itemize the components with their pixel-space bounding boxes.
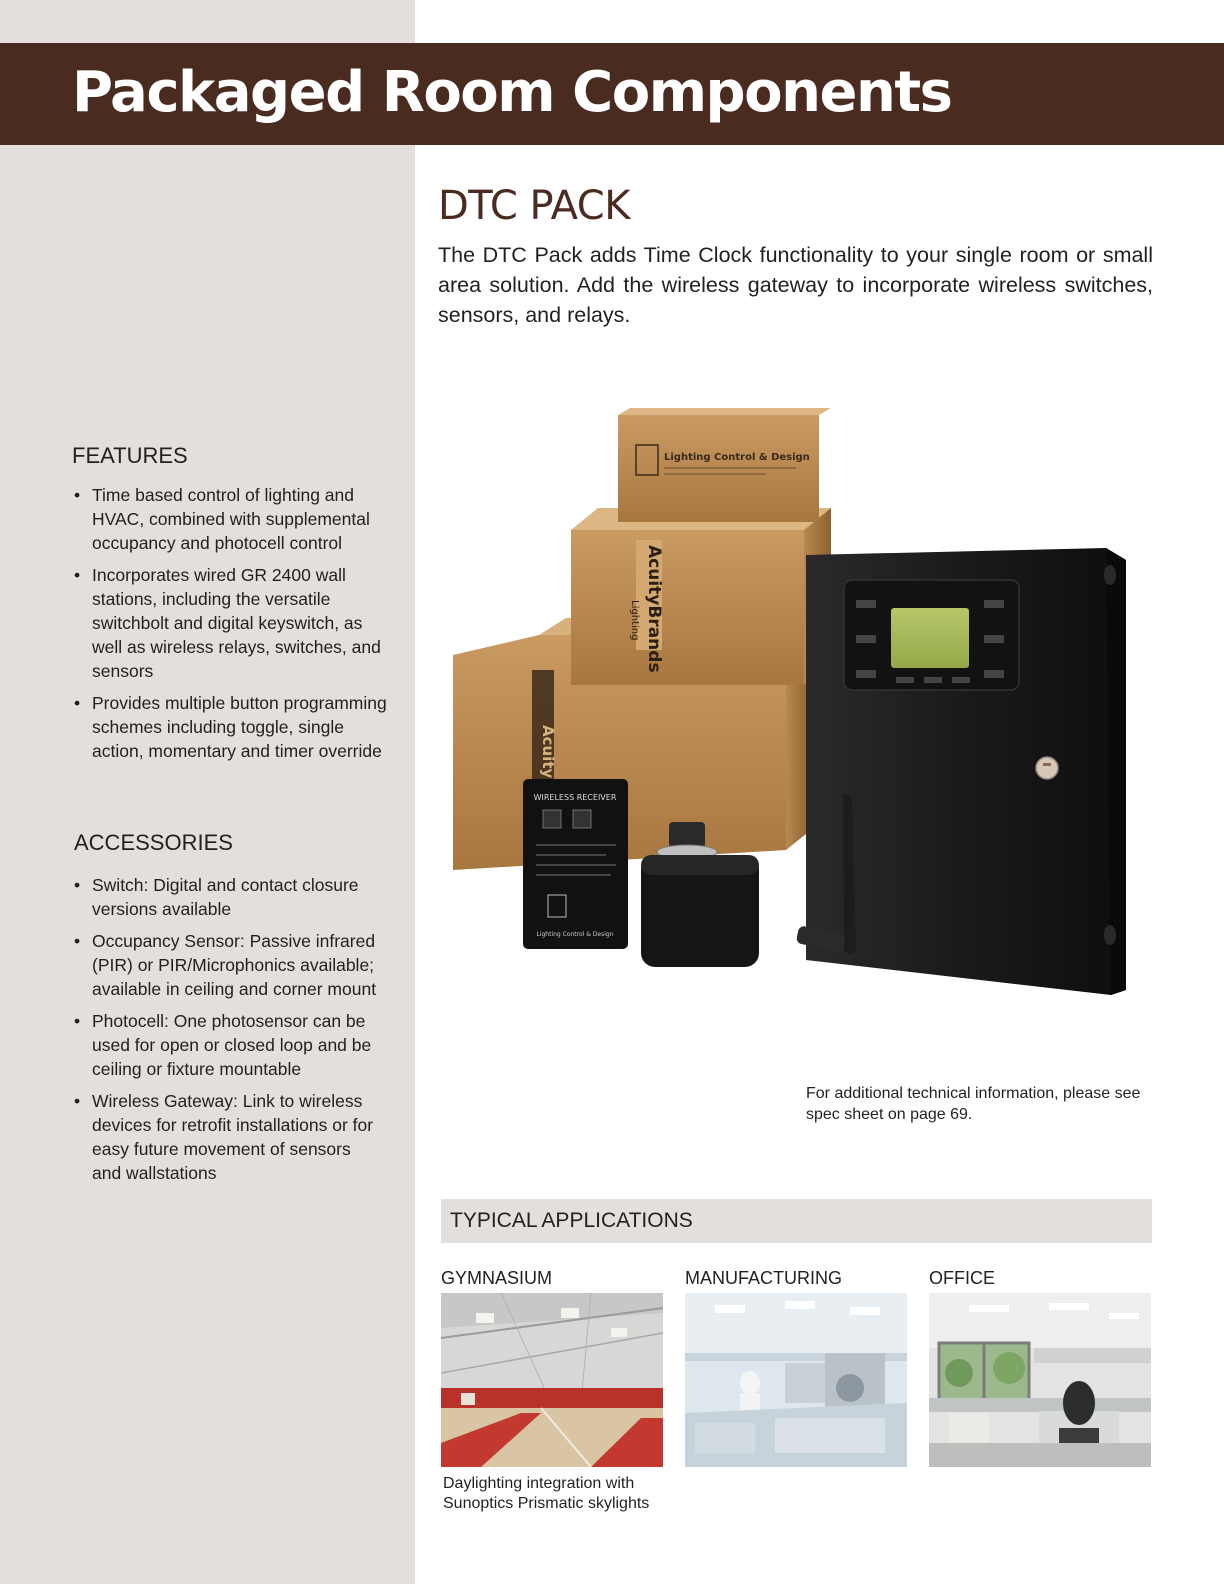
app-label-gymnasium: GYMNASIUM: [441, 1268, 553, 1288]
accessory-item: • Occupancy Sensor: Passive infrared (PIR) or PIR/Microphonics available; available in ceiling and corner mount: [72, 929, 382, 1001]
title-banner: [0, 43, 1224, 145]
accessories-list: [72, 873, 382, 1193]
app-label-office: OFFICE: [929, 1268, 995, 1288]
receiver-footer: Lighting Control & Design: [536, 931, 614, 938]
product-intro: The DTC Pack adds Time Clock functionality to your single room or small area solution. Add the wireless gateway to incorporate wireless switches, sensors, and relays.: [438, 243, 1153, 327]
lcd-screen: [891, 608, 969, 668]
feature-item: • Time based control of lighting and HVAC, combined with supplemental occupancy and photocell control: [72, 483, 390, 555]
receiver-title: WIRELESS RECEIVER: [533, 793, 617, 802]
box-label-text: Lighting Control & Design: [664, 452, 810, 463]
spec-sheet-note: For additional technical information, please see spec sheet on page 69.: [806, 1085, 1141, 1123]
app-label-manufacturing: MANUFACTURING: [685, 1268, 842, 1288]
office-photo: [929, 1293, 1151, 1467]
product-photo: [436, 390, 1148, 1080]
accessory-item: • Wireless Gateway: Link to wireless devices for retrofit installations or for easy future movement of sensors and wallstations: [72, 1089, 382, 1185]
lock-icon: [1036, 757, 1058, 779]
page-title: Packaged Room Components: [72, 60, 952, 125]
product-title: DTC PACK: [438, 183, 630, 229]
accessory-item: • Switch: Digital and contact closure versions available: [72, 873, 382, 921]
wireless-receiver: [523, 779, 628, 949]
shipping-box-medium: [571, 508, 831, 685]
manufacturing-photo: [685, 1293, 907, 1467]
box-brand-text: AcuityBrands: [644, 545, 664, 673]
features-heading: FEATURES: [72, 443, 188, 468]
feature-item: • Incorporates wired GR 2400 wall stations, including the versatile switchbolt and digital keyswitch, as well as wireless relays, switches, and sensors: [72, 563, 390, 683]
sidebar-panel: [0, 0, 415, 1584]
gymnasium-caption: Daylighting integration with Sunoptics Prismatic skylights: [443, 1475, 650, 1512]
features-list: [72, 483, 390, 771]
accessories-heading: ACCESSORIES: [74, 830, 233, 855]
applications-heading: TYPICAL APPLICATIONS: [450, 1209, 693, 1232]
applications-bar: [441, 1199, 1152, 1243]
shipping-box-small: [618, 408, 831, 522]
accessory-item: • Photocell: One photosensor can be used for open or closed loop and be ceiling or fixture mountable: [72, 1009, 382, 1081]
feature-item: • Provides multiple button programming schemes including toggle, single action, momentary and timer override: [72, 691, 390, 763]
box-sub-text: Lighting: [629, 600, 640, 641]
gymnasium-photo: [441, 1293, 663, 1467]
